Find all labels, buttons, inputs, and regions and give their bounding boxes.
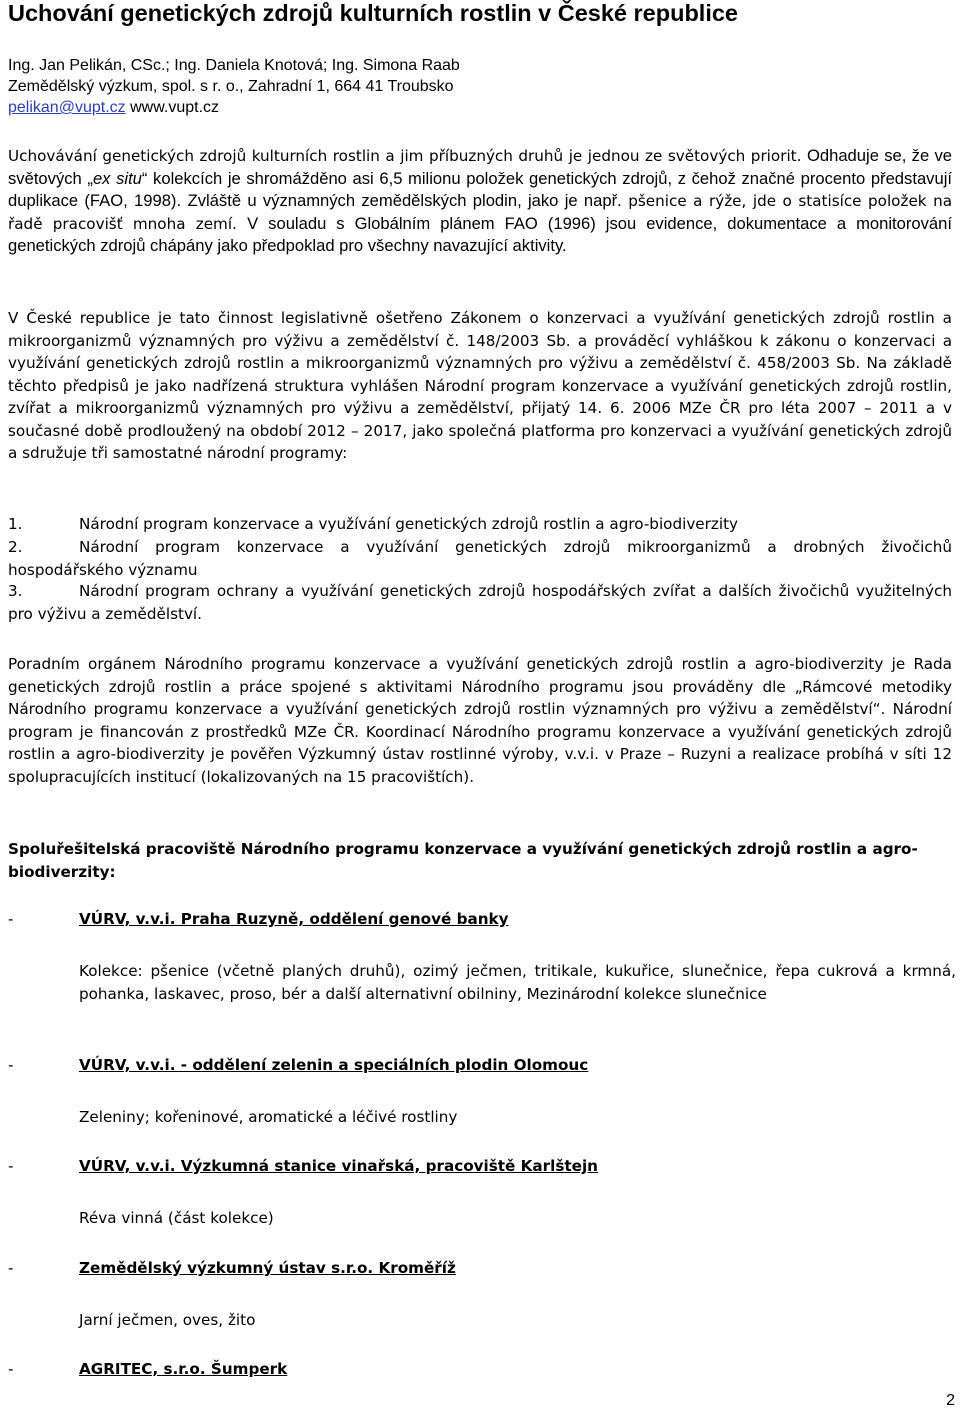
intro-sentence-4: pšenice a rýže, jde o statisíce položek na řadě pracovišť mnoha zemí. — [8, 192, 953, 233]
page-number: 2 — [946, 1392, 955, 1409]
institution-name: Zemědělský výzkumný ústav s.r.o. Kroměříž — [79, 1259, 456, 1277]
intro-sentence-5: V souladu s Globálním plánem FAO (1996) jsou evidence, dokumentace a monitorování genetických zdrojů chápány jako předpoklad pro všechny navazující aktivity. — [8, 213, 952, 255]
affiliation-line: Zemědělský výzkum, spol. s r. o., Zahradní 1, 664 41 Troubsko — [8, 78, 454, 95]
institution-name: AGRITEC, s.r.o. Šumperk — [79, 1360, 288, 1378]
email-link[interactable]: pelikan@vupt.cz — [8, 99, 126, 116]
ex-situ-term: ex situ — [92, 168, 142, 188]
institution-name: VÚRV, v.v.i. - oddělení zelenin a speciálních plodin Olomouc — [79, 1056, 589, 1074]
list-dash: - — [8, 1056, 14, 1074]
legislation-paragraph: V České republice je tato činnost legislativně ošetřeno Zákonem o konzervaci a využívání genetických zdrojů rostlin a mikroorganizmů významných pro výživu a zemědělství č. 148/2003 Sb. a prováděcí vyhláškou k zákonu o konzervaci a využívání genetických zdrojů rostlin a mikroorganizmů významných pro výživu a zemědělství č. 458/2003 Sb. Na základě těchto předpisů je jako nadřízená struktura vyhlášen Národní program konzervace a využívání genetických zdrojů rostlin, zvířat a mikroorganizmů významných pro výživu a zemědělství, přijatý 14. 6. 2006 MZe ČR pro léta 2007 – 2011 a v současné době prodloužený na období 2012 – 2017, jako společná platforma pro konzervaci a využívání genetických zdrojů a sdružuje tři samostatné národní programy: — [8, 309, 952, 462]
institution-collection: Zeleniny; kořeninové, aromatické a léčivé rostliny — [79, 1108, 458, 1126]
list-dash: - — [8, 1360, 14, 1378]
website-text: www.vupt.cz — [130, 99, 220, 116]
institution-collection: Jarní ječmen, oves, žito — [79, 1311, 256, 1329]
contact-line — [8, 99, 219, 117]
intro-paragraph — [8, 145, 952, 258]
list-dash: - — [8, 910, 14, 928]
intro-sentence-2: Odhaduje se, že ve světových „ex situ“ kolekcích je shromážděno asi 6,5 milionu položek genetických zdrojů, z čehož značné procento představují duplikace (FAO, 1998). — [8, 146, 953, 210]
document-title: Uchování genetických zdrojů kulturních rostlin v České republice — [8, 0, 738, 26]
list-dash: - — [8, 1157, 14, 1175]
intro-sentence-1: Uchovávání genetických zdrojů kulturních rostlin a jim příbuzných druhů je jednou ze světových priorit. — [8, 147, 802, 165]
institution-name: VÚRV, v.v.i. Praha Ruzyně, oddělení genové banky — [79, 910, 509, 928]
section-heading: Spoluřešitelská pracoviště Národního programu konzervace a využívání genetických zdrojů rostlin a agro-biodiverzity: — [8, 840, 918, 881]
institution-name: VÚRV, v.v.i. Výzkumná stanice vinařská, pracoviště Karlštejn — [79, 1157, 598, 1175]
institution-collection: Réva vinná (část kolekce) — [79, 1209, 274, 1227]
intro-sentence-3: Zvláště u významných zemědělských plodin, jako je např. — [187, 191, 622, 210]
program-item-3: 3. Národní program ochrany a využívání genetických zdrojů hospodářských zvířat a dalších živočichů využitelných pro výživu a zemědělství. — [8, 582, 952, 623]
program-item-2: 2. Národní program konzervace a využívání genetických zdrojů mikroorganizmů a drobných živočichů hospodářského významu — [8, 538, 952, 579]
list-dash: - — [8, 1259, 14, 1277]
author-line: Ing. Jan Pelikán, CSc.; Ing. Daniela Knotová; Ing. Simona Raab — [8, 57, 460, 74]
program-item-1: 1. Národní program konzervace a využívání genetických zdrojů rostlin a agro-biodiverzity — [8, 515, 739, 533]
advisory-paragraph: Poradním orgánem Národního programu konzervace a využívání genetických zdrojů rostlin a agro-biodiverzity je Rada genetických zdrojů rostlin a práce spojené s aktivitami Národního programu jsou prováděny dle „Rámcové metodiky Národního programu konzervace a využívání genetických zdrojů rostlin významných pro výživu a zemědělství“. Národní program je financován z prostředků MZe ČR. Koordinací Národního programu konzervace a využívání genetických zdrojů rostlin a agro-biodiverzity je pověřen Výzkumný ústav rostlinné výroby, v.v.i. v Praze – Ruzyni a realizace probíhá v síti 12 spolupracujících institucí (lokalizovaných na 15 pracovištích). — [8, 655, 952, 786]
institution-collection: Kolekce: pšenice (včetně planých druhů), ozimý ječmen, tritikale, kukuřice, slunečnice, řepa cukrová a krmná, pohanka, laskavec, proso, bér a další alternativní obilniny, Mezinárodní kolekce slunečnice — [79, 962, 956, 1003]
